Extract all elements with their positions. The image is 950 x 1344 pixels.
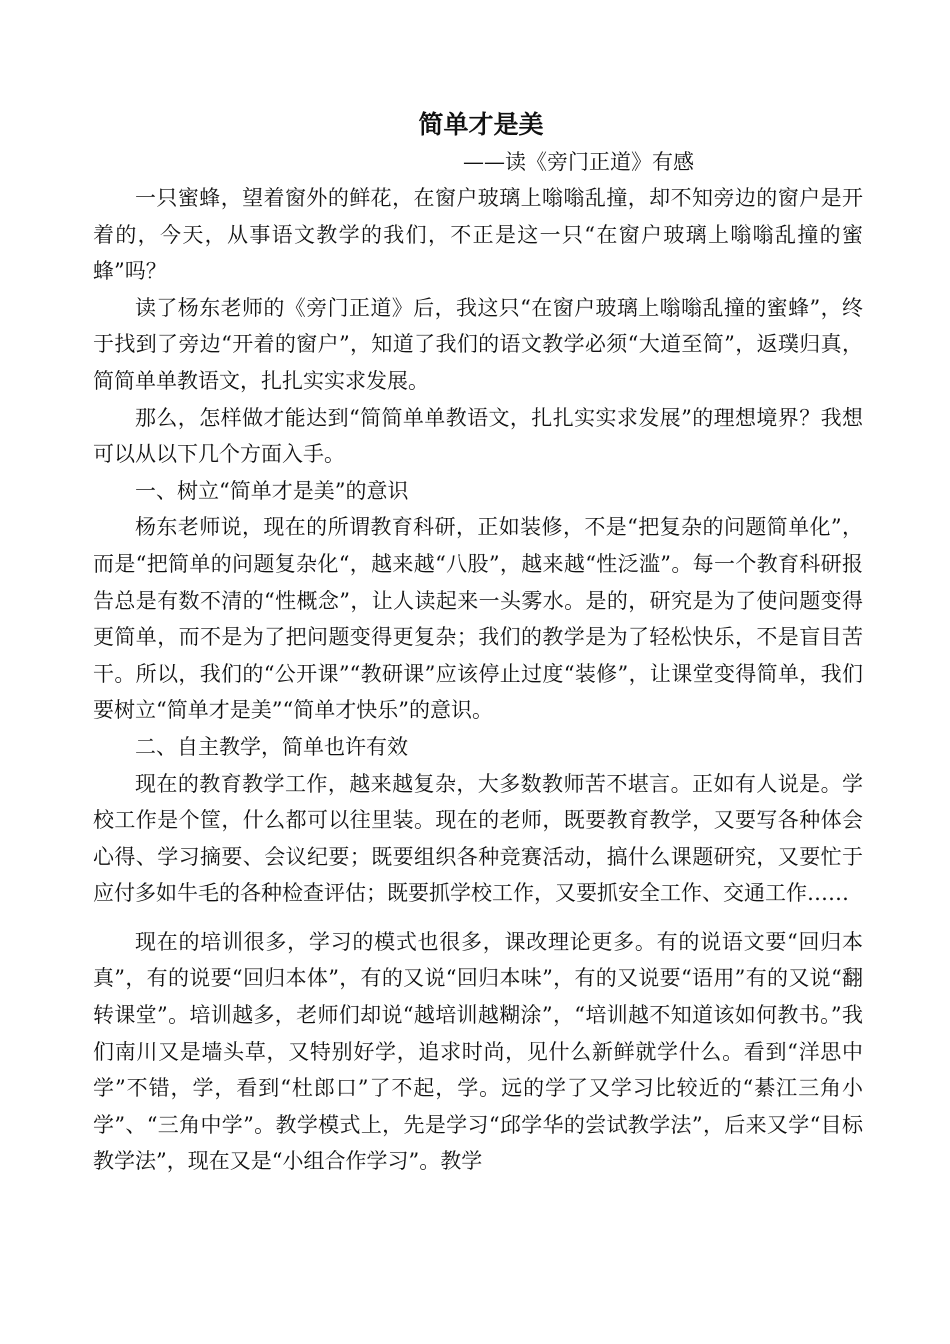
paragraph-spacer [93, 912, 863, 924]
document-page [93, 100, 863, 1180]
paragraph-intro: 一只蜜蜂，望着窗外的鲜花，在窗户玻璃上嗡嗡乱撞，却不知旁边的窗户是开着的，今天，从事语文教学的我们，不正是这一只“在窗户玻璃上嗡嗡乱撞的蜜蜂”吗？ [93, 186, 863, 284]
paragraph-question: 那么，怎样做才能达到“简简单单教语文，扎扎实实求发展”的理想境界？我想可以从以下几个方面入手。 [93, 405, 863, 467]
paragraph-section-2: 现在的教育教学工作，越来越复杂，大多数教师苦不堪言。正如有人说是。学校工作是个筐，什么都可以往里装。现在的老师，既要教育教学，又要写各种体会心得、学习摘要、会议纪要；既要组织各种竞赛活动，搞什么课题研究，又要忙于应付多如牛毛的各种检查评估；既要抓学校工作，又要抓安全工作、交通工作…… [93, 771, 863, 906]
section-heading-2: 二、自主教学，简单也许有效 [135, 734, 408, 759]
paragraph-training: 现在的培训很多，学习的模式也很多，课改理论更多。有的说语文要“回归本真”，有的说要“回归本体”，有的又说“回归本味”，有的又说要“语用”有的又说“翻转课堂”。培训越多，老师们却说“越培训越糊涂”，“培训越不知道该如何教书。”我们南川又是墙头草，又特别好学，追求时尚，见什么新鲜就学什么。看到“洋思中学”不错，学，看到“杜郎口”了不起，学。远的学了又学习比较近的“綦江三角小学”、“三角中学”。教学模式上，先是学习“邱学华的尝试教学法”，后来又学“目标教学法”，现在又是“小组合作学习”。教学 [93, 929, 863, 1174]
document-title: 简单才是美 [418, 110, 544, 139]
document-subtitle: ——读《旁门正道》有感 [463, 150, 694, 174]
section-heading-1: 一、树立“简单才是美”的意识 [135, 478, 409, 503]
paragraph-section-1: 杨东老师说，现在的所谓教育科研，正如装修，不是“把复杂的问题简单化”，而是“把简单的问题复杂化“，越来越“八股”，越来越“性泛滥”。每一个教育科研报告总是有数不清的“性概念”，让人读起来一头雾水。是的，研究是为了使问题变得更简单，而不是为了把问题变得更复杂；我们的教学是为了轻松快乐，不是盲目苦干。所以，我们的“公开课”“教研课”应该停止过度“装修”，让课堂变得简单，我们要树立“简单才是美”“简单才快乐”的意识。 [93, 515, 863, 723]
paragraph-reading: 读了杨东老师的《旁门正道》后，我这只“在窗户玻璃上嗡嗡乱撞的蜜蜂”，终于找到了旁边“开着的窗户”，知道了我们的语文教学必须“大道至简”，返璞归真，简简单单教语文，扎扎实实求发展。 [93, 295, 863, 393]
